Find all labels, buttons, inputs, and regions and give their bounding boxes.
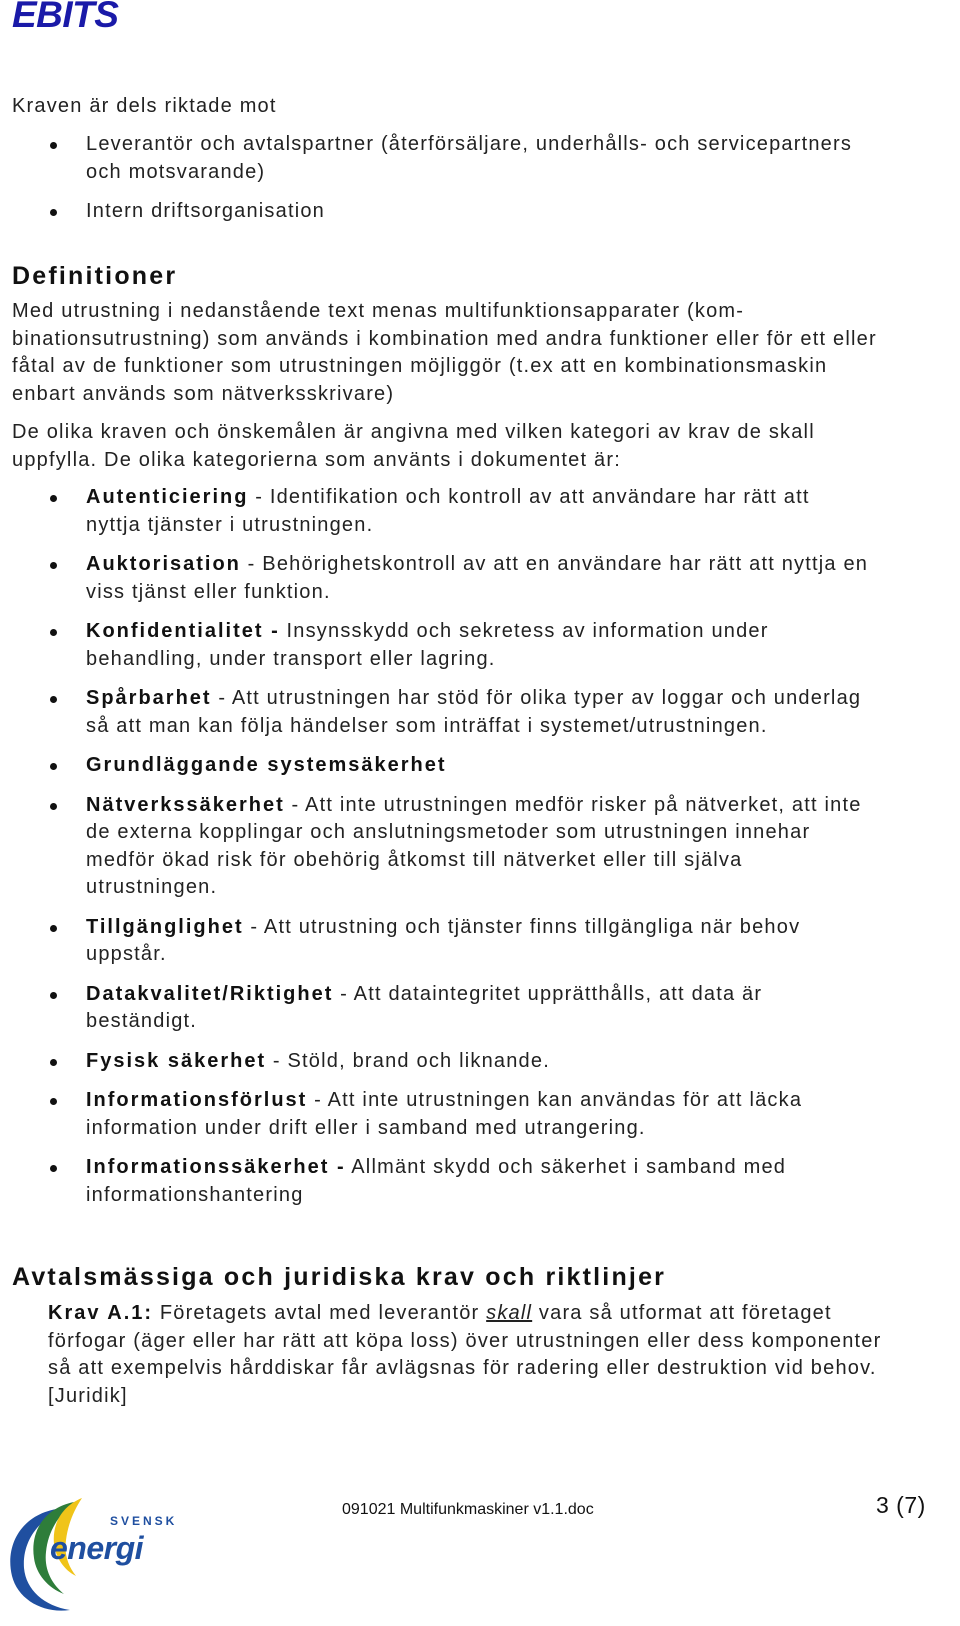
category-description: - Behörighetskontroll av att en användare har rätt att nyttja en viss tjänst eller funktion. xyxy=(86,553,869,603)
footer-document-name: 091021 Multifunkmaskiner v1.1.doc xyxy=(342,1501,594,1518)
section-heading: Avtalsmässiga och juridiska krav och riktlinjer xyxy=(12,1263,667,1291)
requirement-text-end: vara så utformat att företaget förfogar (äger eller har rätt att köpa loss) över utrustningen eller dess komponenter så att exempelvis hårddiskar får avlägsnas för radering eller destruktion vid behov. [Juridik] xyxy=(48,1302,882,1407)
definitions-heading: Definitioner xyxy=(12,262,178,290)
category-description: - Identifikation och kontroll av att användare har rätt att nyttja tjänster i utrustningen. xyxy=(86,486,810,536)
category-term: Auktorisation xyxy=(86,553,241,575)
category-description: - Att utrustningen har stöd för olika typer av loggar och underlag så att man kan följa händelser som inträffat i systemet/utrustningen. xyxy=(86,687,862,737)
logo-word: energi xyxy=(50,1530,144,1566)
category-term: Informationsförlust xyxy=(86,1089,308,1111)
intro-text: Kraven är dels riktade mot xyxy=(12,95,277,117)
requirement-id: Krav A.1: xyxy=(48,1302,154,1324)
category-description: Insynsskydd och sekretess av information under behandling, under transport eller lagring. xyxy=(86,620,769,670)
category-description: - Att inte utrustningen kan användas för att läcka information under drift eller i samband med utrangering. xyxy=(86,1089,803,1139)
category-item xyxy=(0,484,900,539)
category-term: Informationssäkerhet - xyxy=(86,1156,346,1178)
requirement-a1 xyxy=(48,1300,888,1410)
list-item: Intern driftsorganisation xyxy=(0,198,900,226)
category-item xyxy=(0,1048,900,1076)
target-list xyxy=(0,131,900,238)
category-description: - Att inte utrustningen medför risker på nätverket, att inte de externa kopplingar och anslutningsmetoder som utrustningen innehar medför ökad risk för obehörig åtkomst till nätverket eller till själva utrustningen. xyxy=(86,793,862,898)
category-description: - Att utrustning och tjänster finns tillgängliga när behov uppstår. xyxy=(86,915,801,965)
category-term: Nätverkssäkerhet xyxy=(86,793,285,816)
category-item xyxy=(0,618,900,673)
requirement-shall: skall xyxy=(486,1302,533,1324)
category-item xyxy=(0,792,900,902)
definitions-paragraph-2: De olika kraven och önskemålen är angivna med vilken kategori av krav de skall uppfylla. De olika kategorierna som använts i dokumentet är: xyxy=(12,421,815,471)
category-item xyxy=(0,551,900,606)
category-item xyxy=(0,981,900,1036)
category-list xyxy=(0,484,900,1221)
brand-title: EBITS xyxy=(12,0,119,35)
category-item xyxy=(0,1154,900,1209)
category-item xyxy=(0,914,900,969)
category-description: - Stöld, brand och liknande. xyxy=(266,1049,550,1072)
list-item: Leverantör och avtalspartner (återförsäljare, underhålls- och servicepartners och motsvarande) xyxy=(0,131,900,186)
definitions-paragraph-1: Med utrustning i nedanstående text menas multifunktionsapparater (kombinationsutrustning) som används i kombination med andra funktioner eller för ett eller fåtal av de funktioner som utrustningen möjliggör (t.ex att en kombinationsmaskin enbart används som nätverksskrivare) xyxy=(12,300,877,405)
footer-page-number: 3 (7) xyxy=(876,1492,926,1518)
logo-small-text: SVENSK xyxy=(110,1514,178,1528)
category-term: Konfidentialitet - xyxy=(86,620,280,642)
category-term: Fysisk säkerhet xyxy=(86,1049,267,1072)
category-term: Datakvalitet/Riktighet xyxy=(86,982,334,1005)
category-item xyxy=(0,685,900,740)
category-term: Spårbarhet xyxy=(86,687,212,709)
category-term: Tillgänglighet xyxy=(86,915,244,938)
category-item xyxy=(0,752,900,780)
category-description: - Att dataintegritet upprätthålls, att data är beständigt. xyxy=(86,982,763,1032)
category-term: Grundläggande systemsäkerhet xyxy=(86,754,447,776)
category-item xyxy=(0,1087,900,1142)
requirement-text-start: Företagets avtal med leverantör xyxy=(153,1302,487,1324)
category-description: Allmänt skydd och säkerhet i samband med informationshantering xyxy=(86,1156,787,1206)
category-term: Autenticiering xyxy=(86,486,249,508)
